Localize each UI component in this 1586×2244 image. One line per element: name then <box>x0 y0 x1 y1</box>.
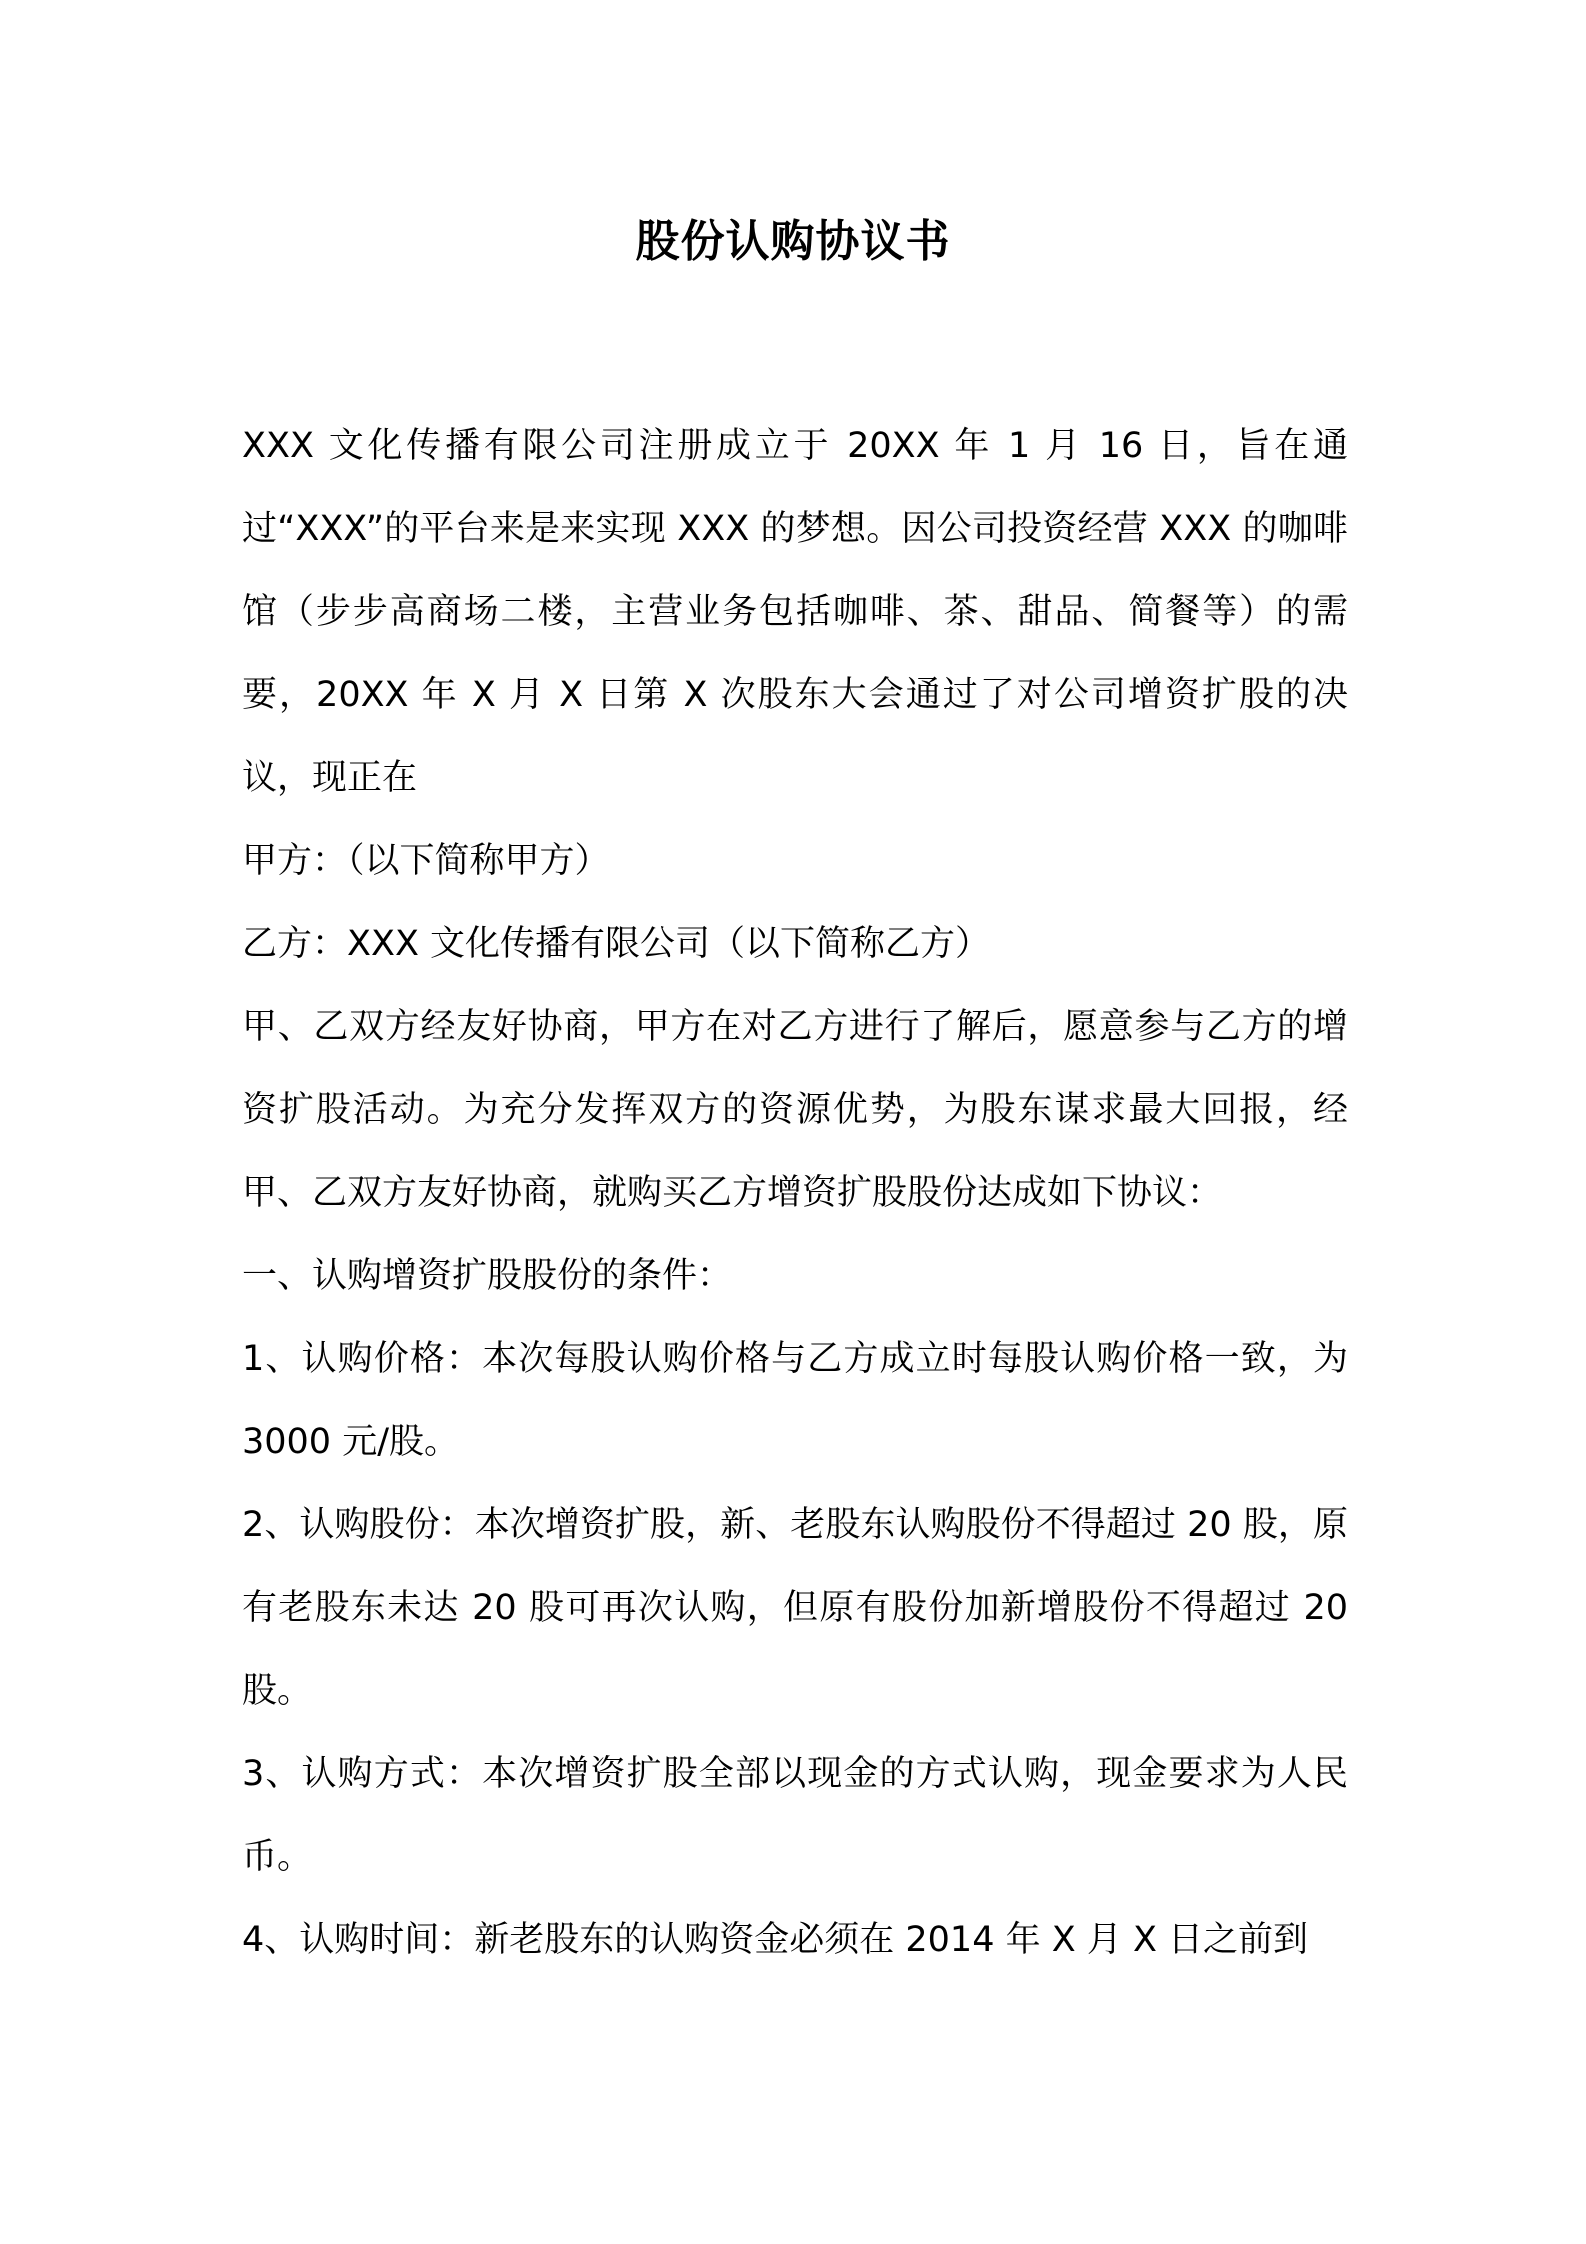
section-heading: 一、认购增资扩股股份的条件： <box>242 1256 733 1296</box>
intro-paragraph: XXX 文化传播有限公司注册成立于 20XX 年 1 月 16 日，旨在通过“XXX”的平台来是来实现 XXX 的梦想。因公司投资经营 XXX 的咖啡馆（步步高商场二楼，主营业务包括咖啡、茶、甜品、简餐等）的需要，20XX 年 X 月 X 日第 X 次股东大会通过了对公司增资扩股的决议，现正在 <box>242 426 1348 798</box>
clause-price: 1、认购价格：本次每股认购价格与乙方成立时每股认购价格一致，为 3000 元/股。 <box>242 1339 1348 1462</box>
agreement-preamble: 甲、乙双方经友好协商，甲方在对乙方进行了解后，愿意参与乙方的增资扩股活动。为充分发挥双方的资源优势，为股东谋求最大回报，经甲、乙双方友好协商，就购买乙方增资扩股股份达成如下协议： <box>242 1007 1348 1213</box>
clause-method: 3、认购方式：本次增资扩股全部以现金的方式认购，现金要求为人民币。 <box>242 1754 1348 1877</box>
clause-time: 4、认购时间：新老股东的认购资金必须在 2014 年 X 月 X 日之前到 <box>242 1920 1309 1960</box>
clause-shares: 2、认购股份：本次增资扩股，新、老股东认购股份不得超过 20 股，原有老股东未达 20 股可再次认购，但原有股份加新增股份不得超过 20 股。 <box>242 1505 1348 1711</box>
party-a-line: 甲方：（以下简称甲方） <box>242 841 610 881</box>
party-b-line: 乙方：XXX 文化传播有限公司（以下简称乙方） <box>242 924 991 964</box>
document-title: 股份认购协议书 <box>635 216 951 267</box>
document-body <box>242 405 1348 1982</box>
